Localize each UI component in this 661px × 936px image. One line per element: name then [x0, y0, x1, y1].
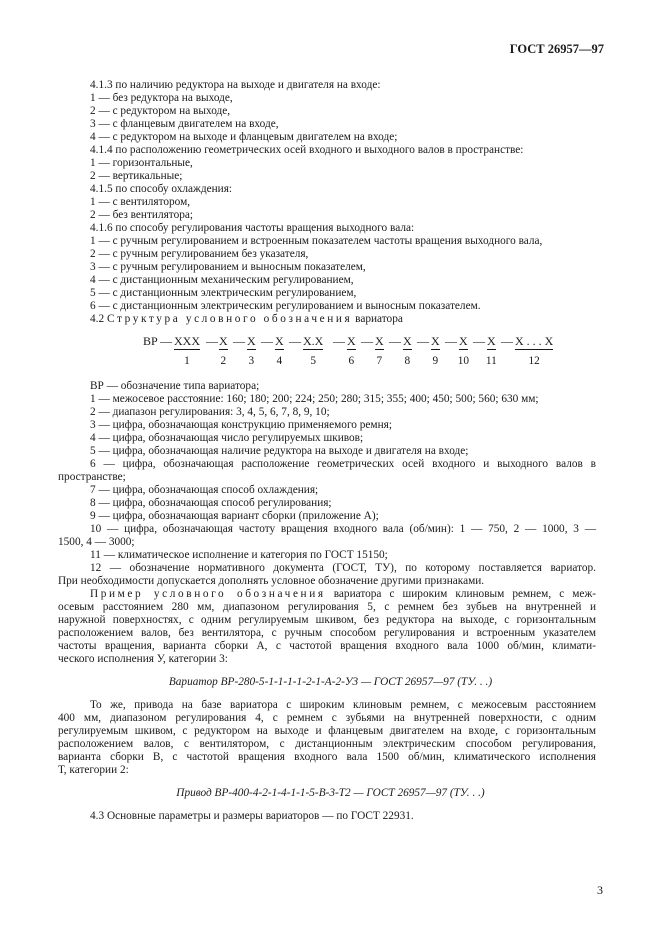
formula-group-underlined: X: [459, 334, 468, 348]
example-text: вариатора с широким клиновым ремнем, с меж-: [333, 588, 597, 600]
formula-group-underlined: X: [375, 334, 384, 348]
legend-line: 9 — цифра, обозначающая вариант сборки (приложение А);: [90, 510, 379, 522]
list-item: 1 — с вентилятором,: [90, 196, 191, 208]
formula-position-number: 4: [276, 355, 283, 367]
example-paragraph-line: расположением валов, без вентилятора, с ручным способом регулирования и встроенным указателем: [58, 627, 596, 639]
formula-dash: —: [417, 334, 429, 348]
list-item: 2 — вертикальные;: [90, 170, 183, 182]
formula-position-number: 8: [404, 355, 411, 367]
legend-line: 11 — климатическое исполнение и категория по ГОСТ 15150;: [90, 549, 388, 561]
formula-group: [303, 334, 323, 350]
legend-line: 5 — цифра, обозначающая наличие редуктора на выходе и двигателя на входе;: [90, 445, 469, 457]
formula-dash: —: [333, 334, 345, 348]
example-paragraph-line: [90, 588, 596, 601]
list-item: 5 — с дистанционным электрическим регулированием,: [90, 287, 357, 299]
formula-group: [487, 334, 496, 350]
formula-group: [347, 334, 356, 350]
list-item: 1 — горизонтальные,: [90, 157, 193, 169]
legend-line: 7 — цифра, обозначающая способ охлаждения;: [90, 484, 319, 496]
list-item: 3 — с фланцевым двигателем на входе,: [90, 118, 279, 130]
legend-line: пространстве;: [58, 471, 126, 483]
formula-group-underlined: X: [403, 334, 412, 348]
example-designation: Вариатор ВР-280-5-1-1-1-1-2-1-А-2-У3 — ГОСТ 26957—97 (ТУ. . .): [168, 676, 493, 688]
formula-dash: —: [361, 334, 373, 348]
formula-dash: —: [501, 334, 513, 348]
list-item: 3 — с ручным регулированием и выносным показателем,: [90, 261, 366, 273]
clause-4-1-3-heading: 4.1.3 по наличию редуктора на выходе и двигателя на входе:: [90, 79, 381, 91]
clause-4-3: 4.3 Основные параметры и размеры вариаторов — по ГОСТ 22931.: [90, 810, 414, 822]
clause-4-1-5-heading: 4.1.5 по способу охлаждения:: [90, 183, 233, 195]
formula-position-number: 9: [432, 355, 439, 367]
page-number: 3: [597, 883, 603, 897]
formula-position-number: 1: [184, 355, 190, 367]
formula-group-underlined: X . . . X: [515, 334, 554, 348]
formula-dash: —: [289, 334, 301, 348]
formula-prefix: ВР: [143, 334, 158, 348]
formula-group: [403, 334, 412, 350]
legend-line: При необходимости допускается дополнять условное обозначение другими признаками.: [58, 575, 485, 587]
list-item: 2 — с редуктором на выходе,: [90, 105, 231, 117]
formula-position-number: 2: [220, 355, 227, 367]
list-item: 4 — с дистанционным механическим регулированием,: [90, 274, 354, 286]
example-paragraph-line: ческого исполнения У, категории 3:: [58, 653, 228, 665]
formula-group: [219, 334, 228, 350]
example-paragraph-line: наружной поверхностях, с одним регулируемым шкивом, без редуктора на выходе, с горизонтальным: [58, 614, 596, 626]
legend-line: 1 — межосевое расстояние: 160; 180; 200; 224; 250; 280; 315; 355; 400; 450; 500; 560; 630 мм;: [90, 393, 539, 405]
formula-group: [375, 334, 384, 350]
list-item: 2 — без вентилятора;: [90, 209, 194, 221]
example-title: Пример условного обозначения: [90, 588, 326, 600]
example-paragraph-line: расположением валов, с вентилятором, с дистанционным электрическим способом регулирования,: [58, 738, 596, 750]
formula-position-number: 12: [528, 355, 540, 367]
list-item: 2 — с ручным регулированием без указателя,: [90, 248, 309, 260]
legend-line: 4 — цифра, обозначающая число регулируемых шкивов;: [90, 432, 364, 444]
example-designation: Привод ВР-400-4-2-1-4-1-1-5-В-3-Т2 — ГОСТ 26957—97 (ТУ. . .): [176, 787, 485, 799]
formula-dash: —: [389, 334, 401, 348]
formula-group-underlined: X.X: [303, 334, 324, 348]
formula-group: [174, 334, 200, 350]
formula-group-underlined: XXX: [174, 334, 200, 348]
example-paragraph-line: регулируемым шкивом, с редуктором на выходе и фланцевым двигателем на входе, с горизонтальным: [58, 725, 596, 737]
clause-title: Структура условного обозначения: [106, 313, 353, 325]
legend-line: 12 — обозначение нормативного документа (ГОСТ, ТУ), по которому поставляется вариатор.: [90, 562, 596, 574]
legend-line: 8 — цифра, обозначающая способ регулирования;: [90, 497, 332, 509]
formula-group-underlined: X: [347, 334, 356, 348]
formula-position-number: 5: [310, 355, 316, 367]
formula-group: [515, 334, 553, 350]
legend-line: ВР — обозначение типа вариатора;: [90, 380, 260, 392]
example-paragraph-line: То же, привода на базе вариатора с широким клиновым ремнем, с межосевым расстоянием: [90, 699, 596, 711]
formula-group-underlined: X: [275, 334, 284, 348]
example-paragraph-line: осевым расстоянием 280 мм, диапазоном регулирования 5, с ремнем без зубьев на внутренней и: [58, 601, 596, 613]
example-paragraph-line: частоты вращения, варианта сборки А, с частотой вращения входного вала 1000 об/мин, климати-: [58, 640, 596, 652]
clause-number: 4.2: [90, 313, 105, 325]
formula-dash: —: [473, 334, 485, 348]
example-paragraph-line: 400 мм, диапазоном регулирования 4, с ремнем с зубьями на внутренней поверхности, с одним: [58, 712, 596, 724]
list-item: 4 — с редуктором на выходе и фланцевым двигателем на входе;: [90, 131, 398, 143]
clause-title-tail: вариатора: [355, 313, 403, 325]
formula-group: [275, 334, 284, 350]
formula-position-number: 11: [485, 355, 497, 367]
formula-dash: —: [233, 334, 245, 348]
legend-line: 6 — цифра, обозначающая расположение геометрических осей входного и выходного валов в: [90, 458, 596, 470]
formula-group: [459, 334, 468, 350]
formula-group-underlined: X: [219, 334, 228, 348]
list-item: 1 — с ручным регулированием и встроенным показателем частоты вращения выходного вала,: [90, 235, 543, 247]
list-item: 1 — без редуктора на выходе,: [90, 92, 233, 104]
formula-dash: —: [160, 334, 172, 348]
clause-4-1-6-heading: 4.1.6 по способу регулирования частоты вращения выходного вала:: [90, 222, 415, 234]
legend-line: 2 — диапазон регулирования: 3, 4, 5, 6, 7, 8, 9, 10;: [90, 406, 330, 418]
formula-dash: —: [445, 334, 457, 348]
legend-line: 1500, 4 — 3000;: [58, 536, 135, 548]
example-paragraph-line: варианта сборки В, с частотой вращения входного вала 1500 об/мин, климатического исполнения: [58, 751, 596, 763]
formula-group-underlined: X: [431, 334, 440, 348]
formula-dash: —: [261, 334, 273, 348]
clause-4-1-4-heading: 4.1.4 по расположению геометрических осей входного и выходного валов в пространстве:: [90, 144, 524, 156]
formula-position-number: 6: [348, 355, 355, 367]
formula-position-number: 3: [248, 355, 255, 367]
clause-4-2-heading: [90, 313, 403, 326]
formula-position-number: 7: [376, 355, 383, 367]
document-header: ГОСТ 26957—97: [509, 42, 604, 56]
formula-group-underlined: X: [247, 334, 256, 348]
legend-line: 10 — цифра, обозначающая частоту вращения входного вала (об/мин): 1 — 750, 2 — 1000, 3 —: [90, 523, 596, 535]
formula-dash: —: [206, 334, 218, 348]
list-item: 6 — с дистанционным электрическим регулированием и выносным показателем.: [90, 300, 481, 312]
example-paragraph-line: Т, категории 2:: [58, 764, 129, 776]
formula-group-underlined: X: [487, 334, 496, 348]
formula-group: [431, 334, 440, 350]
formula-position-number: 10: [457, 355, 469, 367]
legend-line: 3 — цифра, обозначающая конструкцию применяемого ремня;: [90, 419, 392, 431]
formula-group: [247, 334, 256, 350]
